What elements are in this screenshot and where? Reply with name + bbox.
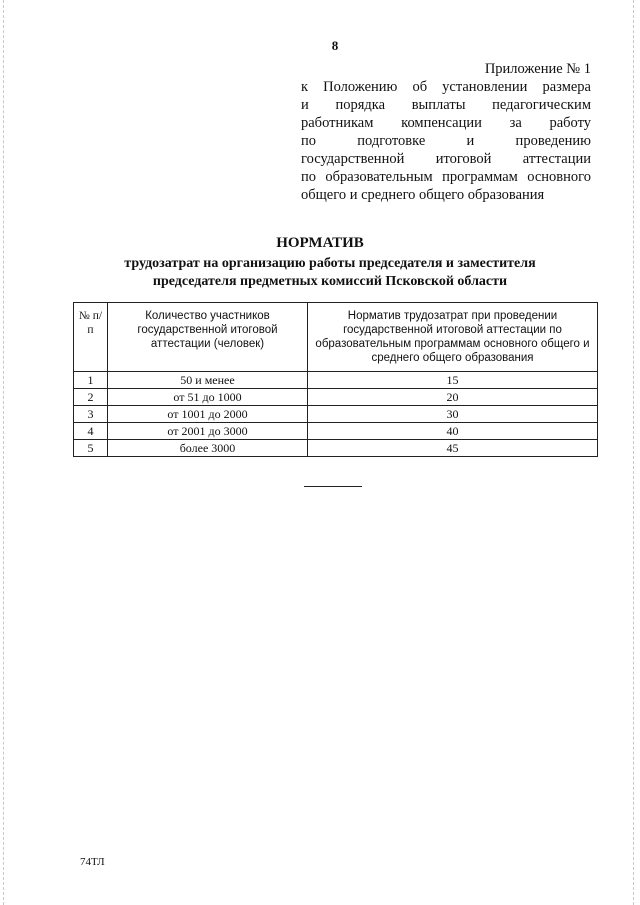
appendix-title: Приложение № 1 bbox=[484, 61, 591, 77]
header-participants: Количество участников государственной итоговой аттестации (человек) bbox=[108, 303, 308, 372]
row-number: 1 bbox=[74, 372, 108, 389]
row-number: 3 bbox=[74, 406, 108, 423]
norms-table bbox=[73, 302, 598, 457]
row-number: 5 bbox=[74, 440, 108, 457]
row-participants: более 3000 bbox=[108, 440, 308, 457]
appendix-line: и порядка выплаты педагогическим bbox=[301, 97, 591, 113]
appendix-line: по подготовке и проведению bbox=[301, 133, 591, 149]
appendix-block bbox=[301, 60, 591, 204]
row-number: 2 bbox=[74, 389, 108, 406]
row-norm: 15 bbox=[308, 372, 598, 389]
document-title: НОРМАТИВ bbox=[276, 235, 364, 251]
row-norm: 20 bbox=[308, 389, 598, 406]
header-number: № п/п bbox=[74, 303, 108, 372]
header-norm: Норматив трудозатрат при проведении государственной итоговой аттестации по образовательным программам основного общего и среднего общего образования bbox=[308, 303, 598, 372]
table-row bbox=[74, 423, 598, 440]
document-subtitle-line: трудозатрат на организацию работы председателя и заместителя bbox=[124, 256, 536, 271]
appendix-line: к Положению об установлении размера bbox=[301, 79, 591, 95]
table-row bbox=[74, 372, 598, 389]
page-number: 8 bbox=[331, 38, 339, 53]
scan-edge-right bbox=[633, 0, 634, 905]
table-row bbox=[74, 406, 598, 423]
appendix-line: по образовательным программам основного bbox=[301, 169, 591, 185]
row-norm: 30 bbox=[308, 406, 598, 423]
footer-code: 74ТЛ bbox=[80, 856, 105, 868]
row-participants: от 1001 до 2000 bbox=[108, 406, 308, 423]
table-row bbox=[74, 440, 598, 457]
table-row bbox=[74, 389, 598, 406]
row-participants: от 2001 до 3000 bbox=[108, 423, 308, 440]
row-number: 4 bbox=[74, 423, 108, 440]
document-subtitle bbox=[60, 255, 600, 291]
appendix-line: работникам компенсации за работу bbox=[301, 115, 591, 131]
table-header-row bbox=[74, 303, 598, 372]
scan-edge-left bbox=[3, 0, 4, 905]
document-subtitle-line: председателя предметных комиссий Псковской области bbox=[152, 274, 508, 289]
appendix-line: государственной итоговой аттестации bbox=[301, 151, 591, 167]
row-participants: 50 и менее bbox=[108, 372, 308, 389]
closing-divider bbox=[304, 486, 362, 487]
row-participants: от 51 до 1000 bbox=[108, 389, 308, 406]
appendix-line: общего и среднего общего образования bbox=[301, 187, 545, 203]
row-norm: 45 bbox=[308, 440, 598, 457]
row-norm: 40 bbox=[308, 423, 598, 440]
